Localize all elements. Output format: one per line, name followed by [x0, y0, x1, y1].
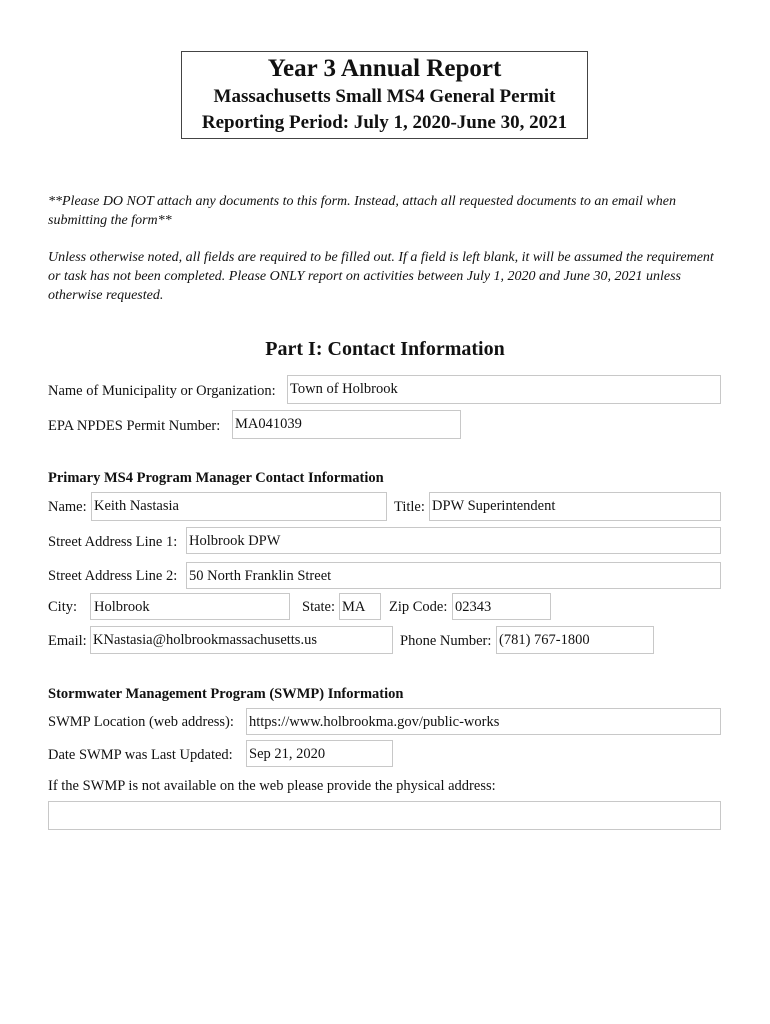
zip-label: Zip Code:	[389, 599, 448, 615]
attach-note: **Please DO NOT attach any documents to this form. Instead, attach all requested documents to an email when submitting the form**	[48, 194, 676, 228]
swmp-updated-label: Date SWMP was Last Updated:	[48, 747, 233, 763]
swmp-heading: Stormwater Management Program (SWMP) Information	[48, 686, 404, 702]
state-label: State:	[302, 599, 336, 615]
permit-label: EPA NPDES Permit Number:	[48, 418, 221, 434]
street2-label: Street Address Line 2:	[48, 568, 178, 584]
state-field[interactable]: MA	[339, 593, 381, 620]
contact-heading: Primary MS4 Program Manager Contact Information	[48, 470, 384, 486]
title-field[interactable]: DPW Superintendent	[429, 492, 721, 521]
name-field[interactable]: Keith Nastasia	[91, 492, 387, 521]
street2-field[interactable]: 50 North Franklin Street	[186, 562, 721, 589]
report-title-box	[181, 51, 588, 139]
permit-field[interactable]: MA041039	[232, 410, 461, 439]
swmp-physical-label: If the SWMP is not available on the web please provide the physical address:	[48, 778, 496, 794]
required-note: Unless otherwise noted, all fields are required to be filled out. If a field is left blank, it will be assumed the requirement or task has not been completed. Please ONLY report on activities between July 1, 2020 and June 30, 2021 unless otherwise requested.	[48, 250, 714, 303]
street1-field[interactable]: Holbrook DPW	[186, 527, 721, 554]
part-heading: Part I: Contact Information	[265, 338, 505, 360]
city-label: City:	[48, 599, 78, 615]
swmp-location-label: SWMP Location (web address):	[48, 714, 234, 730]
street1-label: Street Address Line 1:	[48, 534, 178, 550]
municipality-label: Name of Municipality or Organization:	[48, 383, 276, 399]
reporting-period: Reporting Period: July 1, 2020-June 30, 2021	[201, 112, 568, 133]
email-label: Email:	[48, 633, 87, 649]
swmp-updated-field[interactable]: Sep 21, 2020	[246, 740, 393, 767]
name-label: Name:	[48, 499, 87, 515]
title-label: Title:	[394, 499, 425, 515]
phone-field[interactable]: (781) 767-1800	[496, 626, 654, 654]
zip-field[interactable]: 02343	[452, 593, 551, 620]
phone-label: Phone Number:	[400, 633, 492, 649]
municipality-field[interactable]: Town of Holbrook	[287, 375, 721, 404]
swmp-location-field[interactable]: https://www.holbrookma.gov/public-works	[246, 708, 721, 735]
permit-name: Massachusetts Small MS4 General Permit	[213, 86, 556, 107]
report-title: Year 3 Annual Report	[267, 55, 502, 82]
email-field[interactable]: KNastasia@holbrookmassachusetts.us	[90, 626, 393, 654]
city-field[interactable]: Holbrook	[90, 593, 290, 620]
swmp-physical-field[interactable]	[48, 801, 721, 830]
